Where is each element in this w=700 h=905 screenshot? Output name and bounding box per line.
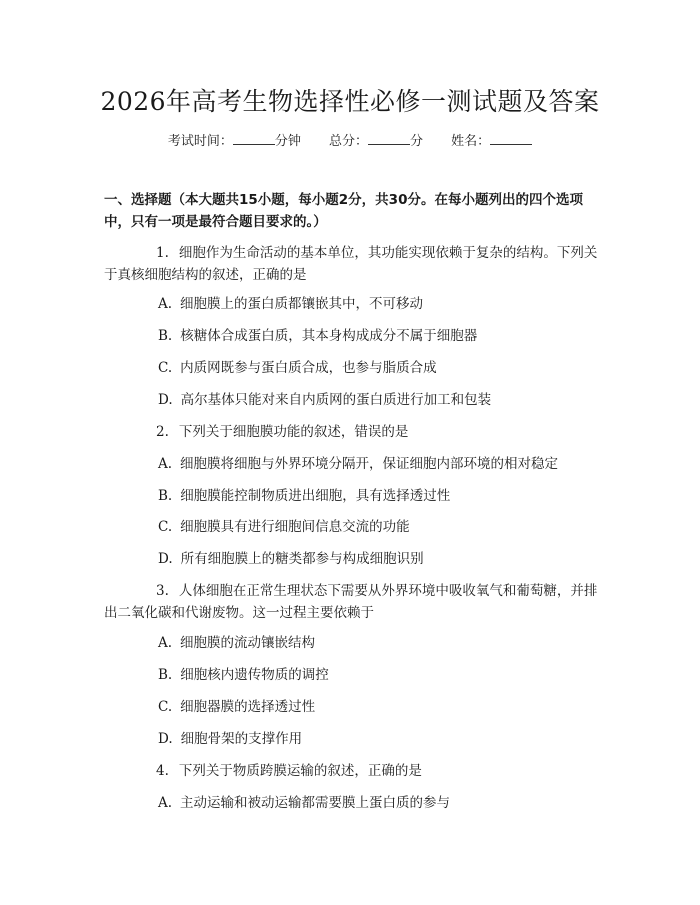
question-number: 3. — [156, 583, 169, 599]
option-text: 内质网既参与蛋白质合成，也参与脂质合成 — [180, 360, 437, 376]
document-title: 2026年高考生物选择性必修一测试题及答案 — [100, 87, 600, 116]
exam-time-unit: 分钟 — [274, 134, 301, 149]
question-2-option-a — [158, 453, 598, 475]
exam-time-blank — [233, 132, 275, 145]
question-3-option-a — [158, 632, 598, 654]
option-letter: D. — [158, 551, 173, 567]
option-letter: A. — [158, 296, 173, 312]
total-score-field — [329, 132, 423, 151]
option-letter: C. — [158, 699, 173, 715]
student-name-blank — [490, 132, 532, 145]
question-3-option-c — [158, 696, 598, 718]
option-letter: B. — [158, 488, 173, 504]
question-text: 细胞作为生命活动的基本单位，其功能实现依赖于复杂的结构。下列关于真核细胞结构的叙述，正确的是 — [104, 245, 598, 283]
option-letter: A. — [158, 456, 173, 472]
option-letter: B. — [158, 667, 173, 683]
question-4-option-a — [158, 792, 598, 814]
student-name-field — [451, 132, 532, 151]
question-number: 1. — [156, 245, 169, 261]
option-text: 细胞膜将细胞与外界环境分隔开，保证细胞内部环境的相对稳定 — [180, 456, 559, 472]
option-letter: A. — [158, 795, 173, 811]
option-text: 核糖体合成蛋白质，其本身构成成分不属于细胞器 — [180, 328, 478, 344]
option-text: 所有细胞膜上的糖类都参与构成细胞识别 — [180, 551, 424, 567]
option-letter: D. — [158, 731, 173, 747]
student-name-label: 姓名： — [451, 134, 491, 149]
option-text: 细胞膜能控制物质进出细胞，具有选择透过性 — [180, 488, 451, 504]
section-heading: 一、选择题（本大题共15小题，每小题2分，共30分。在每小题列出的四个选项中，只有一项是最符合题目要求的。） — [104, 192, 583, 230]
question-number: 4. — [156, 763, 169, 779]
option-letter: C. — [158, 519, 173, 535]
question-1-option-a — [158, 293, 598, 315]
option-text: 细胞膜的流动镶嵌结构 — [180, 635, 316, 651]
question-2-option-b — [158, 485, 598, 507]
exam-time-field — [168, 132, 301, 151]
option-text: 细胞膜具有进行细胞间信息交流的功能 — [180, 519, 410, 535]
question-2-option-c — [158, 516, 598, 538]
question-3-stem — [104, 580, 598, 624]
question-1-stem — [104, 242, 598, 286]
option-text: 细胞核内遗传物质的调控 — [180, 667, 329, 683]
option-text: 细胞器膜的选择透过性 — [180, 699, 316, 715]
question-1-option-d — [158, 389, 598, 411]
question-2-stem — [104, 421, 598, 443]
question-3-option-d — [158, 728, 598, 750]
option-letter: C. — [158, 360, 173, 376]
option-letter: D. — [158, 392, 173, 408]
question-text: 人体细胞在正常生理状态下需要从外界环境中吸收氧气和葡萄糖，并排出二氧化碳和代谢废物。这一过程主要依赖于 — [104, 583, 598, 621]
question-1-option-b — [158, 325, 598, 347]
question-1-option-c — [158, 357, 598, 379]
option-text: 细胞骨架的支撑作用 — [180, 731, 303, 747]
option-letter: A. — [158, 635, 173, 651]
option-text: 主动运输和被动运输都需要膜上蛋白质的参与 — [180, 795, 451, 811]
question-number: 2. — [156, 424, 169, 440]
total-score-unit: 分 — [410, 134, 424, 149]
option-text: 高尔基体只能对来自内质网的蛋白质进行加工和包装 — [180, 392, 492, 408]
question-text: 下列关于物质跨膜运输的叙述，正确的是 — [178, 763, 422, 779]
exam-info-line — [0, 132, 700, 151]
question-4-stem — [104, 760, 598, 782]
total-score-blank — [368, 132, 410, 145]
option-letter: B. — [158, 328, 173, 344]
option-text: 细胞膜上的蛋白质都镶嵌其中，不可移动 — [180, 296, 424, 312]
question-3-option-b — [158, 664, 598, 686]
question-2-option-d — [158, 548, 598, 570]
exam-time-label: 考试时间： — [167, 134, 233, 149]
question-text: 下列关于细胞膜功能的叙述，错误的是 — [178, 424, 409, 440]
total-score-label: 总分： — [328, 134, 368, 149]
